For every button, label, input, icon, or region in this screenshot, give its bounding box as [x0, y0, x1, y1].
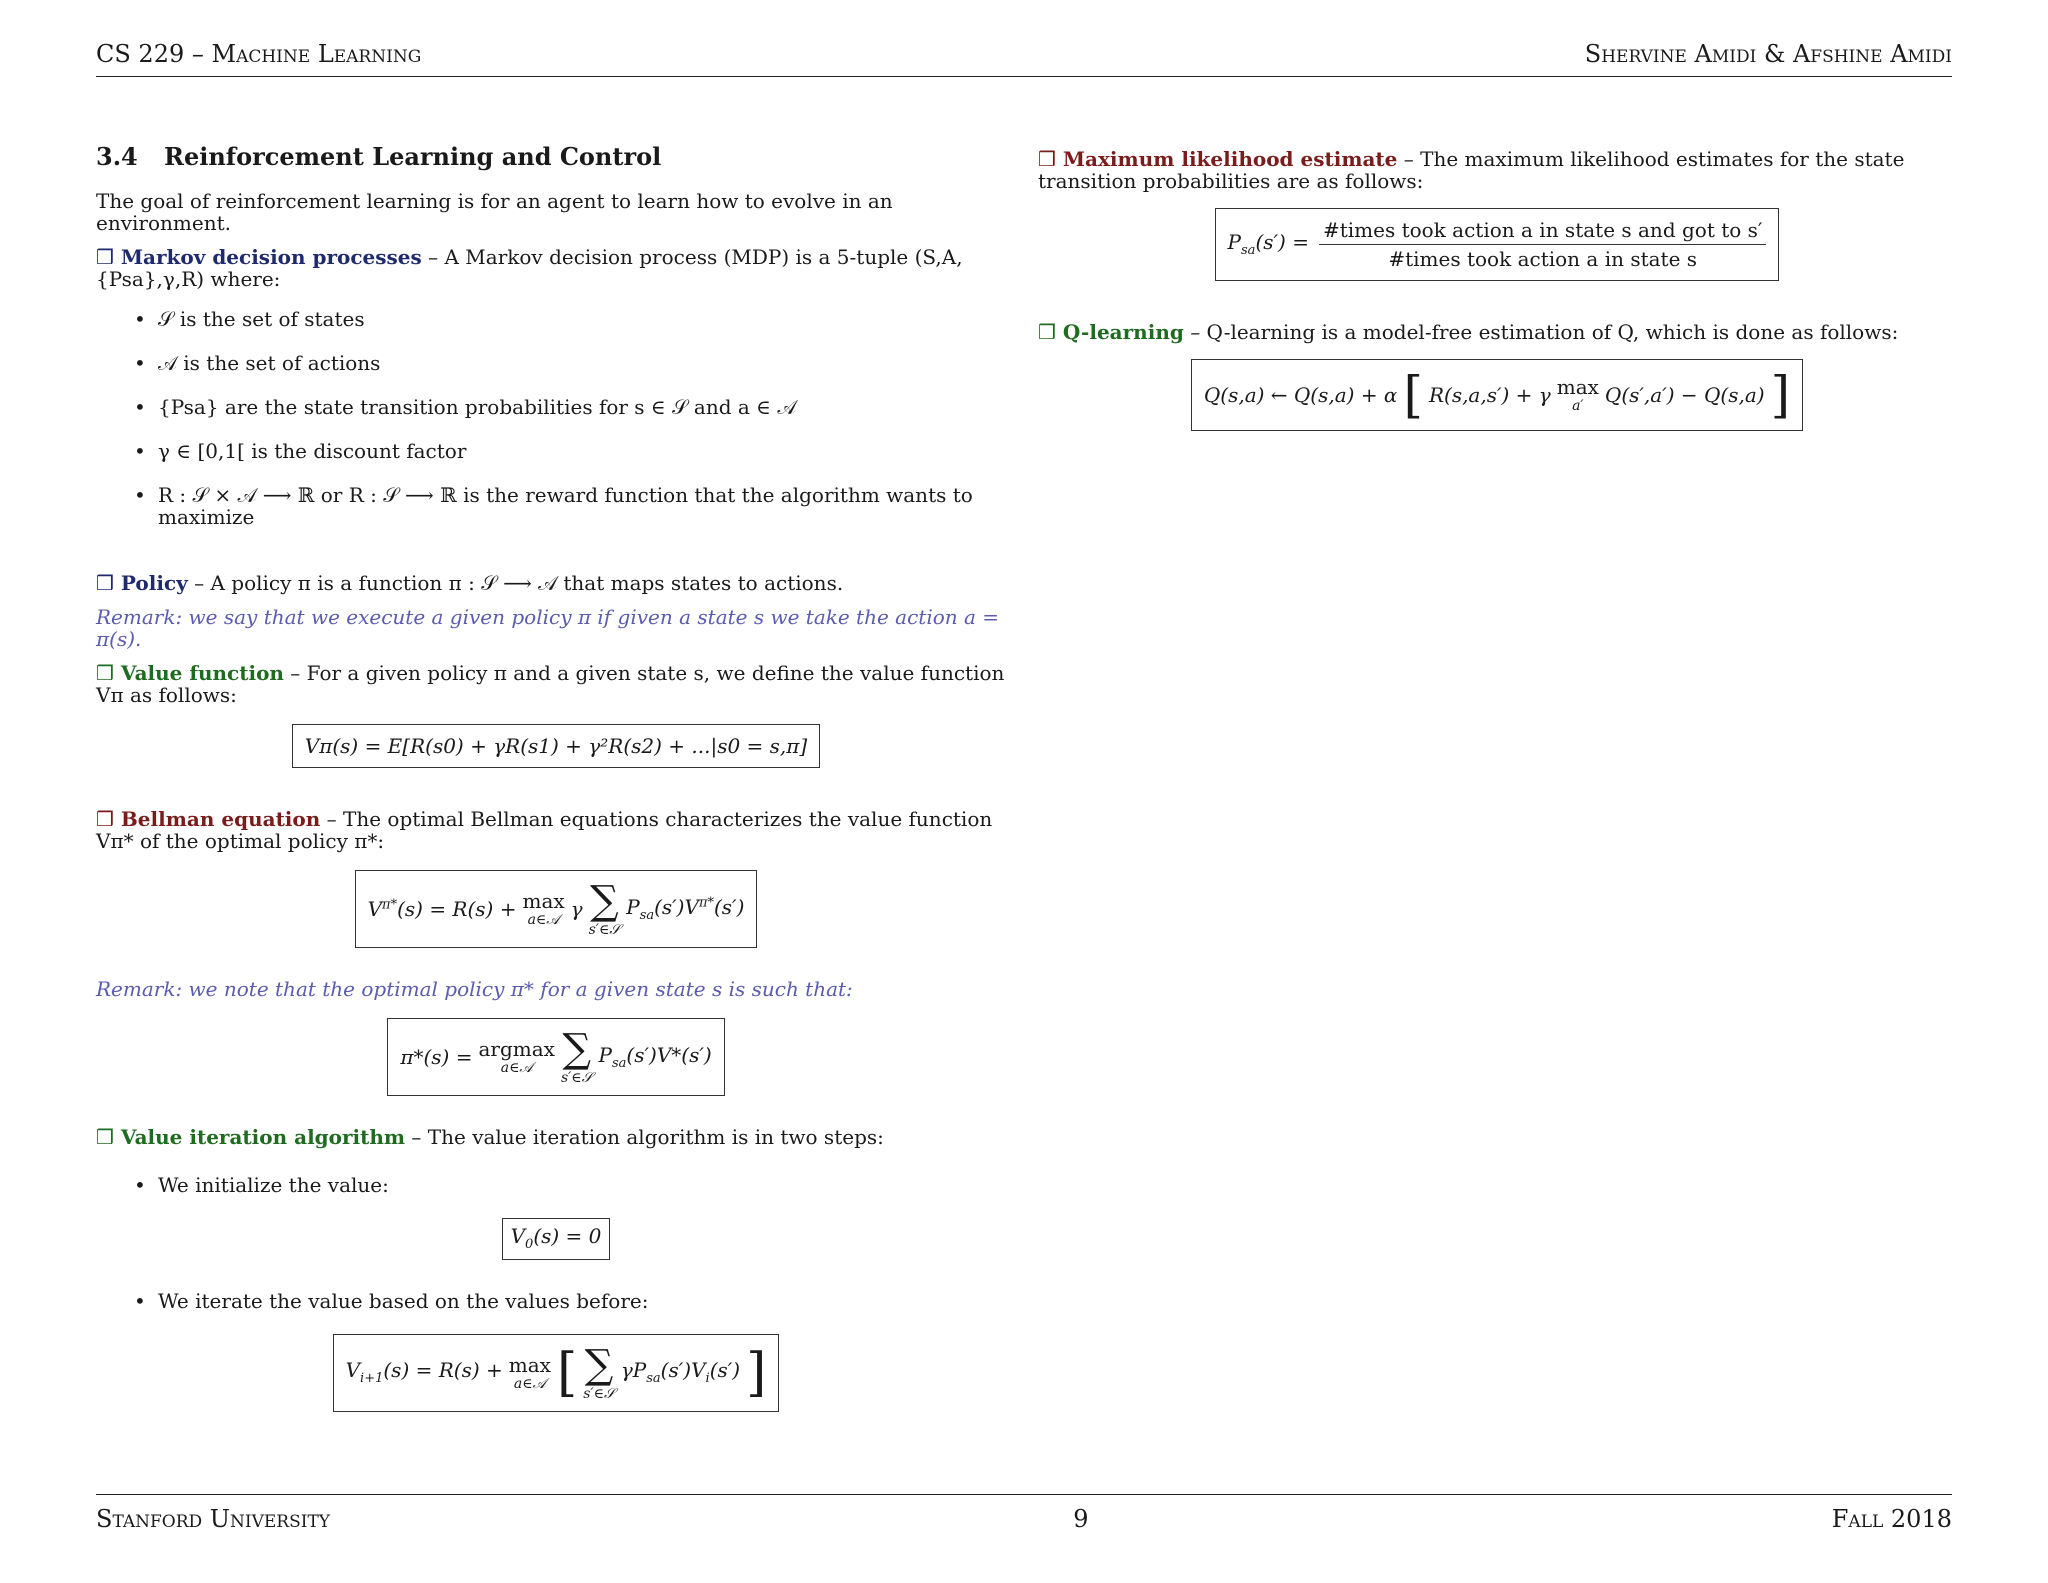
q-learning-text: – Q-learning is a model-free estimation of Q, which is done as follows: [1183, 320, 1899, 344]
square-bullet-icon: ❒ [96, 1125, 114, 1150]
list-item: • 𝒮 is the set of states [96, 308, 1016, 330]
optimal-policy-equation: π*(s) = argmax a∈𝒜 ∑ s′∈𝒮 $P_{sa}(s')V*(s')$ [387, 1018, 724, 1096]
policy-text: – A policy π is a function π : 𝒮 ⟶ 𝒜 that maps states to actions. [187, 571, 844, 596]
mle-keyword: ❒ Maximum likelihood estimate [1038, 147, 1398, 171]
list-item: • {Psa} are the state transition probabilities for s ∈ 𝒮 and a ∈ 𝒜 [96, 396, 1016, 418]
policy-remark: Remark: we say that we execute a given policy π if given a state s we take the action a = π(s). [96, 605, 1000, 652]
mdp-keyword: ❒ Markov decision processes [96, 245, 422, 270]
section-title: Reinforcement Learning and Control [164, 142, 662, 171]
value-paragraph [96, 662, 1016, 706]
square-bullet-icon: ❒ [1038, 147, 1056, 171]
term: Fall 2018 [1831, 1505, 1952, 1533]
q-learning-paragraph [1038, 321, 1956, 343]
mle-denominator: #times took action a in state s [1388, 247, 1698, 271]
mdp-list [96, 308, 1016, 528]
university: Stanford University [96, 1505, 331, 1533]
mdp-text: – A Markov decision process (MDP) is a 5-tuple (S,A,{Psa},γ,R) where: [96, 245, 963, 292]
q-learning-equation-wrap [1038, 359, 1956, 431]
policy-keyword: ❒ Policy [96, 571, 188, 596]
mle-paragraph [1038, 148, 1956, 192]
value-text: – For a given policy π and a given state s, we define the value function Vπ as follows: [96, 661, 1005, 708]
value-keyword: ❒ Value function [96, 661, 284, 686]
mdp-paragraph [96, 246, 1016, 290]
list-item: • 𝒜 is the set of actions [96, 352, 1016, 374]
bellman-keyword: ❒ Bellman equation [96, 807, 321, 832]
page-header [96, 40, 1952, 77]
bellman-paragraph [96, 808, 1016, 852]
square-bullet-icon: ❒ [96, 571, 114, 596]
value-function-equation: Vπ(s) = E[R(s0) + γR(s1) + γ²R(s2) + ...|s0 = s,π] [292, 724, 820, 768]
mle-equation-wrap [1038, 208, 1956, 281]
iteration-equation-wrap [96, 1334, 1016, 1412]
iteration-equation: $V_{i+1}(s) = R(s)$ + max a∈𝒜 [ ∑ s′∈𝒮 $\gamma P_{sa}(s')V_i(s')$ ] [333, 1334, 780, 1412]
square-bullet-icon: ❒ [1038, 320, 1056, 344]
value-iteration-text: – The value iteration algorithm is in two steps: [405, 1125, 884, 1150]
page-number: 9 [1073, 1505, 1089, 1533]
bellman-text: – The optimal Bellman equations characterizes the value function Vπ* of the optimal policy π*: [96, 807, 993, 854]
square-bullet-icon: ❒ [96, 245, 114, 270]
authors: Shervine Amidi & Afshine Amidi [1584, 40, 1952, 68]
list-item: • γ ∈ [0,1[ is the discount factor [96, 440, 1016, 462]
value-iteration-keyword: ❒ Value iteration algorithm [96, 1125, 406, 1150]
init-equation: $V_0(s) = 0$ [502, 1218, 611, 1259]
policy-paragraph [96, 572, 1016, 594]
bellman-equation-wrap [96, 870, 1016, 948]
square-bullet-icon: ❒ [96, 661, 114, 686]
mle-equation: $P_{sa}(s')$ = $\frac{\text{\#times took action a in state s and got to s′}}{\text{\#times took action a in state s}}$ [1215, 208, 1780, 281]
list-item: • We initialize the value: [96, 1174, 1016, 1196]
section-heading [96, 144, 1016, 170]
right-column [1038, 140, 1956, 431]
optimal-policy-equation-wrap [96, 1018, 1016, 1096]
mle-numerator: #times took action a in state s and got to s′ [1319, 219, 1766, 245]
square-bullet-icon: ❒ [96, 807, 114, 832]
intro-text: The goal of reinforcement learning is for an agent to learn how to evolve in an environment. [96, 189, 893, 236]
value-function-equation-wrap [96, 724, 1016, 768]
value-iteration-paragraph [96, 1126, 1016, 1148]
q-learning-equation: Q(s,a) ← Q(s,a) + α [ R(s,a,s′) + γ max a′ Q(s′,a′) − Q(s,a) ] [1191, 359, 1803, 431]
bellman-remark: Remark: we note that the optimal policy π* for a given state s is such that: [96, 977, 853, 1002]
bellman-equation: $V^{\pi*}(s) = R(s)$ + max a∈𝒜 γ ∑ s′∈𝒮 $P_{sa}(s')V^{\pi*}(s')$ [355, 870, 758, 948]
left-column [96, 140, 1016, 1412]
section-number: 3.4 [96, 142, 138, 171]
page-footer [96, 1494, 1952, 1533]
mle-text: – The maximum likelihood estimates for the state transition probabilities are as follows: [1038, 147, 1905, 193]
q-learning-keyword: ❒ Q-learning [1038, 320, 1184, 344]
value-iteration-steps [96, 1174, 1016, 1196]
init-equation-wrap [96, 1218, 1016, 1259]
list-item: • R : 𝒮 × 𝒜 ⟶ ℝ or R : 𝒮 ⟶ ℝ is the reward function that the algorithm wants to maximize [96, 484, 1016, 528]
course-title: CS 229 – Machine Learning [96, 40, 422, 68]
value-iteration-steps-2 [96, 1290, 1016, 1312]
list-item: • We iterate the value based on the values before: [96, 1290, 1016, 1312]
